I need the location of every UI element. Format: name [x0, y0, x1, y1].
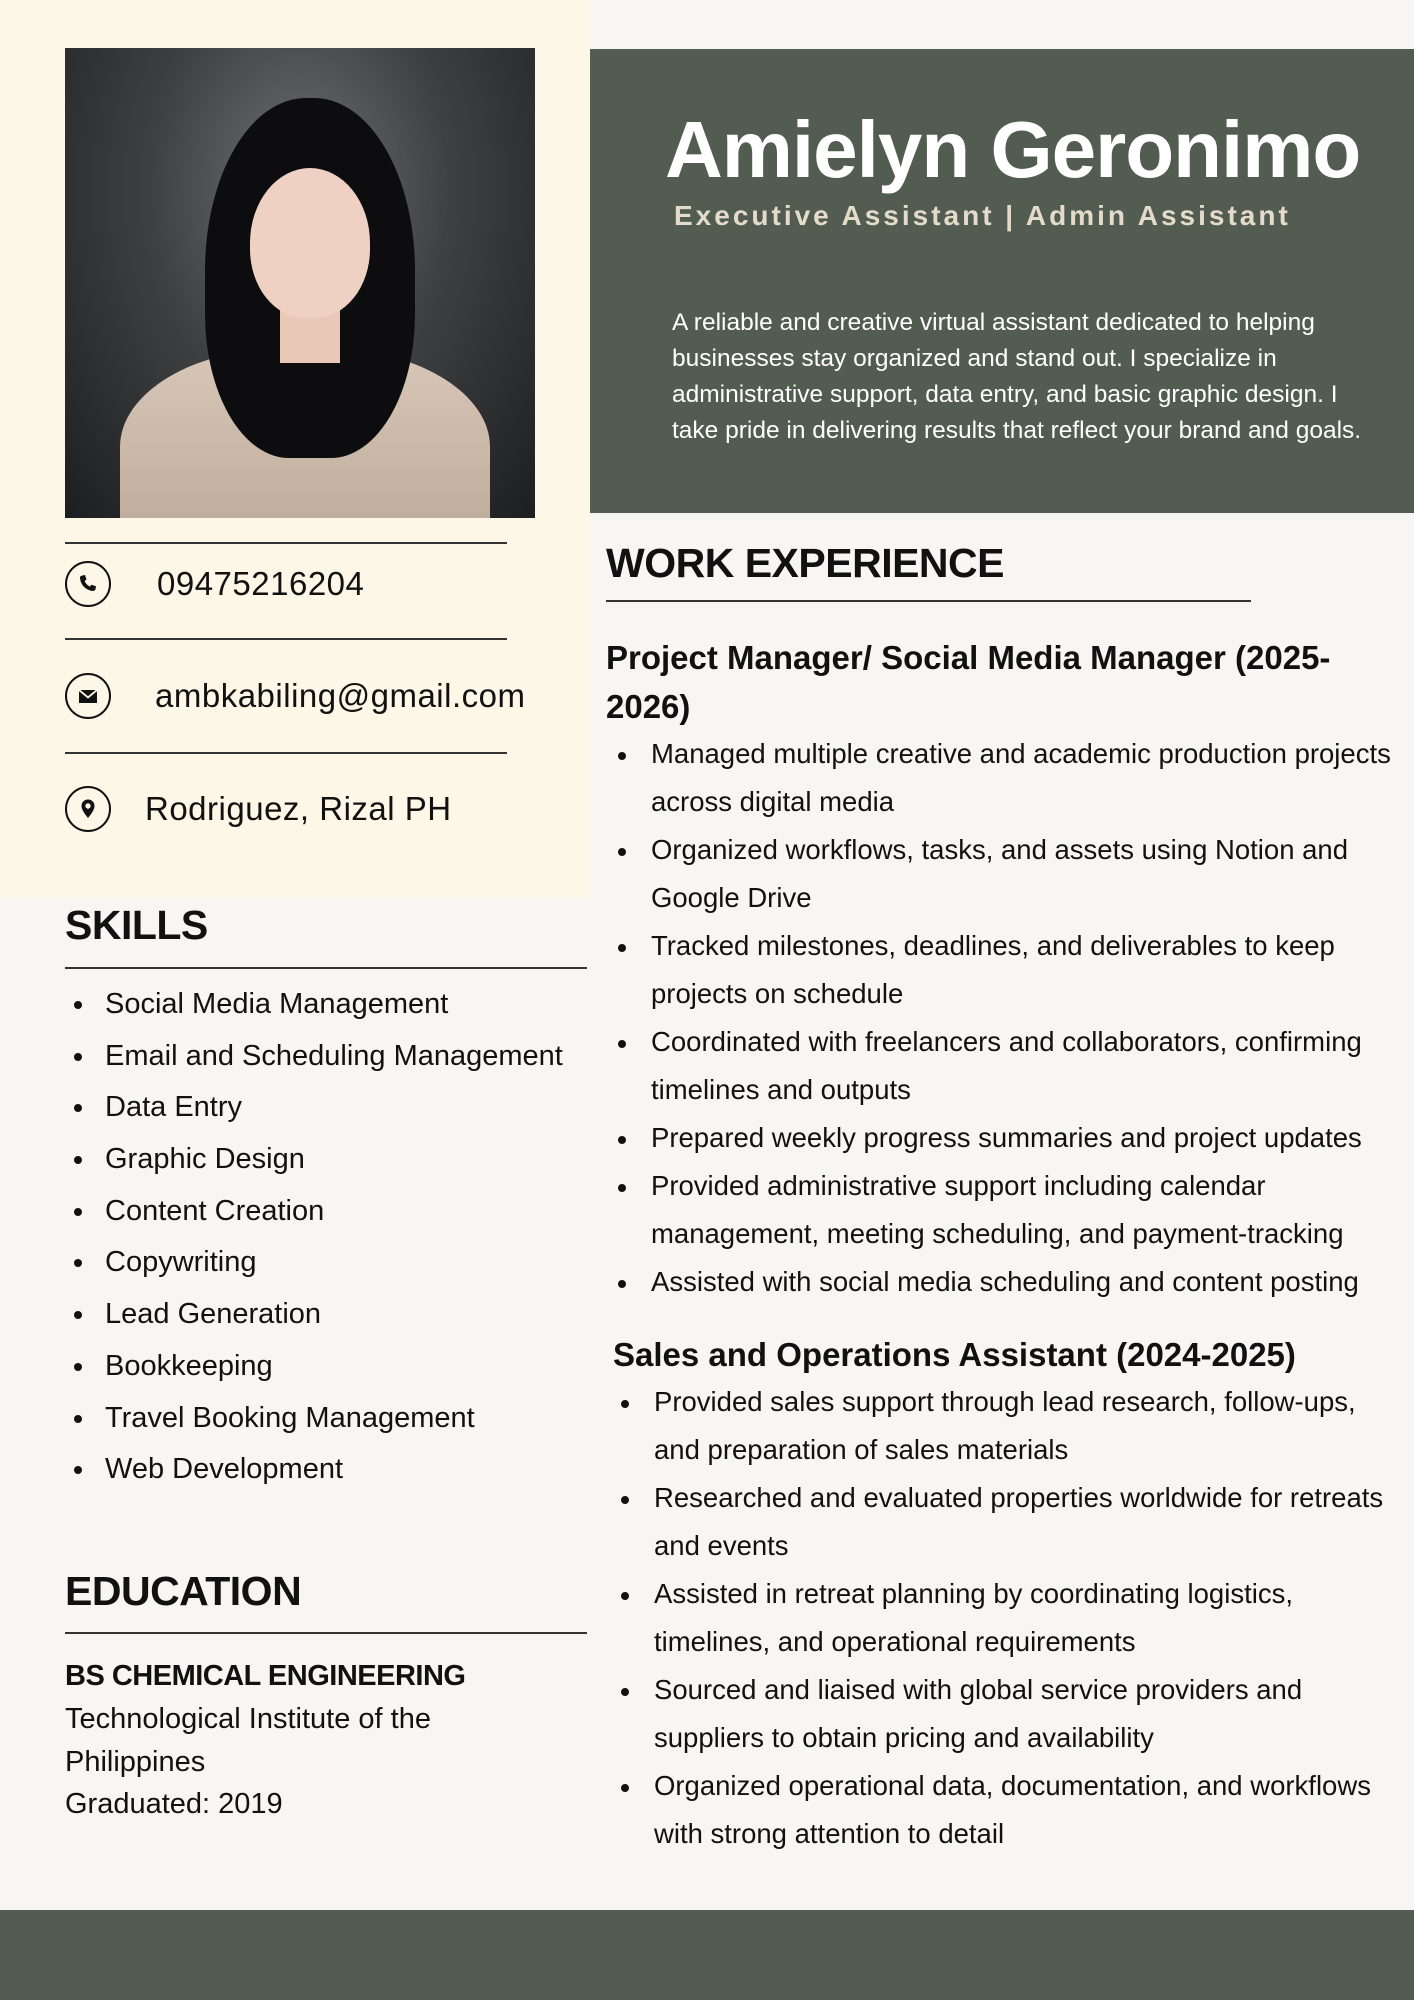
candidate-name: Amielyn Geronimo — [665, 105, 1361, 194]
work-heading: WORK EXPERIENCE — [606, 540, 1004, 586]
skill-item: Bookkeeping — [65, 1341, 563, 1393]
job-bullet: Assisted with social media scheduling and content posting — [606, 1258, 1396, 1306]
location-pin-icon — [65, 786, 111, 832]
job-title: Sales and Operations Assistant (2024-2025) — [613, 1336, 1296, 1373]
contact-location — [65, 786, 452, 832]
job-bullets — [606, 730, 1396, 1306]
education-heading: EDUCATION — [65, 1568, 302, 1614]
skill-item: Email and Scheduling Management — [65, 1031, 563, 1083]
contact-divider — [65, 752, 507, 754]
job-title: Project Manager/ Social Media Manager (2025-2026) — [606, 639, 1331, 725]
skill-item: Data Entry — [65, 1082, 563, 1134]
job-bullet: Managed multiple creative and academic production projects across digital media — [606, 730, 1396, 826]
skills-list — [65, 979, 563, 1496]
contact-phone — [65, 561, 364, 607]
envelope-icon — [65, 673, 111, 719]
skill-item: Graphic Design — [65, 1134, 563, 1186]
candidate-title: Executive Assistant | Admin Assistant — [674, 200, 1291, 231]
job-bullet: Provided administrative support including calendar management, meeting scheduling, and payment-tracking — [606, 1162, 1396, 1258]
work-divider — [606, 600, 1251, 602]
job-bullet: Prepared weekly progress summaries and project updates — [606, 1114, 1396, 1162]
contact-divider — [65, 542, 507, 544]
education-degree: BS CHEMICAL ENGINEERING — [65, 1660, 466, 1692]
profile-photo — [65, 48, 535, 518]
education-divider — [65, 1632, 587, 1634]
skills-heading: SKILLS — [65, 902, 208, 948]
job-bullet: Sourced and liaised with global service providers and suppliers to obtain pricing and availability — [609, 1666, 1399, 1762]
job-bullet: Organized operational data, documentation, and workflows with strong attention to detail — [609, 1762, 1399, 1858]
skill-item: Copywriting — [65, 1237, 563, 1289]
skill-item: Content Creation — [65, 1186, 563, 1238]
job-bullets — [609, 1378, 1399, 1858]
skill-item: Travel Booking Management — [65, 1393, 563, 1445]
location-text: Rodriguez, Rizal PH — [145, 790, 452, 827]
skill-item: Lead Generation — [65, 1289, 563, 1341]
contact-email — [65, 673, 525, 719]
footer-bar — [0, 1910, 1414, 2000]
job-bullet: Provided sales support through lead research, follow-ups, and preparation of sales materials — [609, 1378, 1399, 1474]
phone-icon — [65, 561, 111, 607]
job-bullet: Assisted in retreat planning by coordinating logistics, timelines, and operational requirements — [609, 1570, 1399, 1666]
profile-summary: A reliable and creative virtual assistant dedicated to helping businesses stay organized and stand out. I specialize in administrative support, data entry, and basic graphic design. I take pride in delivering results that reflect your brand and goals. — [672, 309, 1362, 444]
skill-item: Web Development — [65, 1444, 563, 1496]
phone-number[interactable]: 09475216204 — [157, 565, 365, 602]
job-bullet: Organized workflows, tasks, and assets using Notion and Google Drive — [606, 826, 1396, 922]
job-bullet: Researched and evaluated properties worldwide for retreats and events — [609, 1474, 1399, 1570]
email-address[interactable]: ambkabiling@gmail.com — [155, 677, 526, 714]
education-graduated: Graduated: 2019 — [65, 1788, 283, 1820]
contact-divider — [65, 638, 507, 640]
skill-item: Social Media Management — [65, 979, 563, 1031]
education-school: Philippines — [65, 1746, 206, 1778]
education-school: Technological Institute of the — [65, 1703, 431, 1735]
job-bullet: Tracked milestones, deadlines, and deliverables to keep projects on schedule — [606, 922, 1396, 1018]
skills-divider — [65, 967, 587, 969]
job-bullet: Coordinated with freelancers and collaborators, confirming timelines and outputs — [606, 1018, 1396, 1114]
